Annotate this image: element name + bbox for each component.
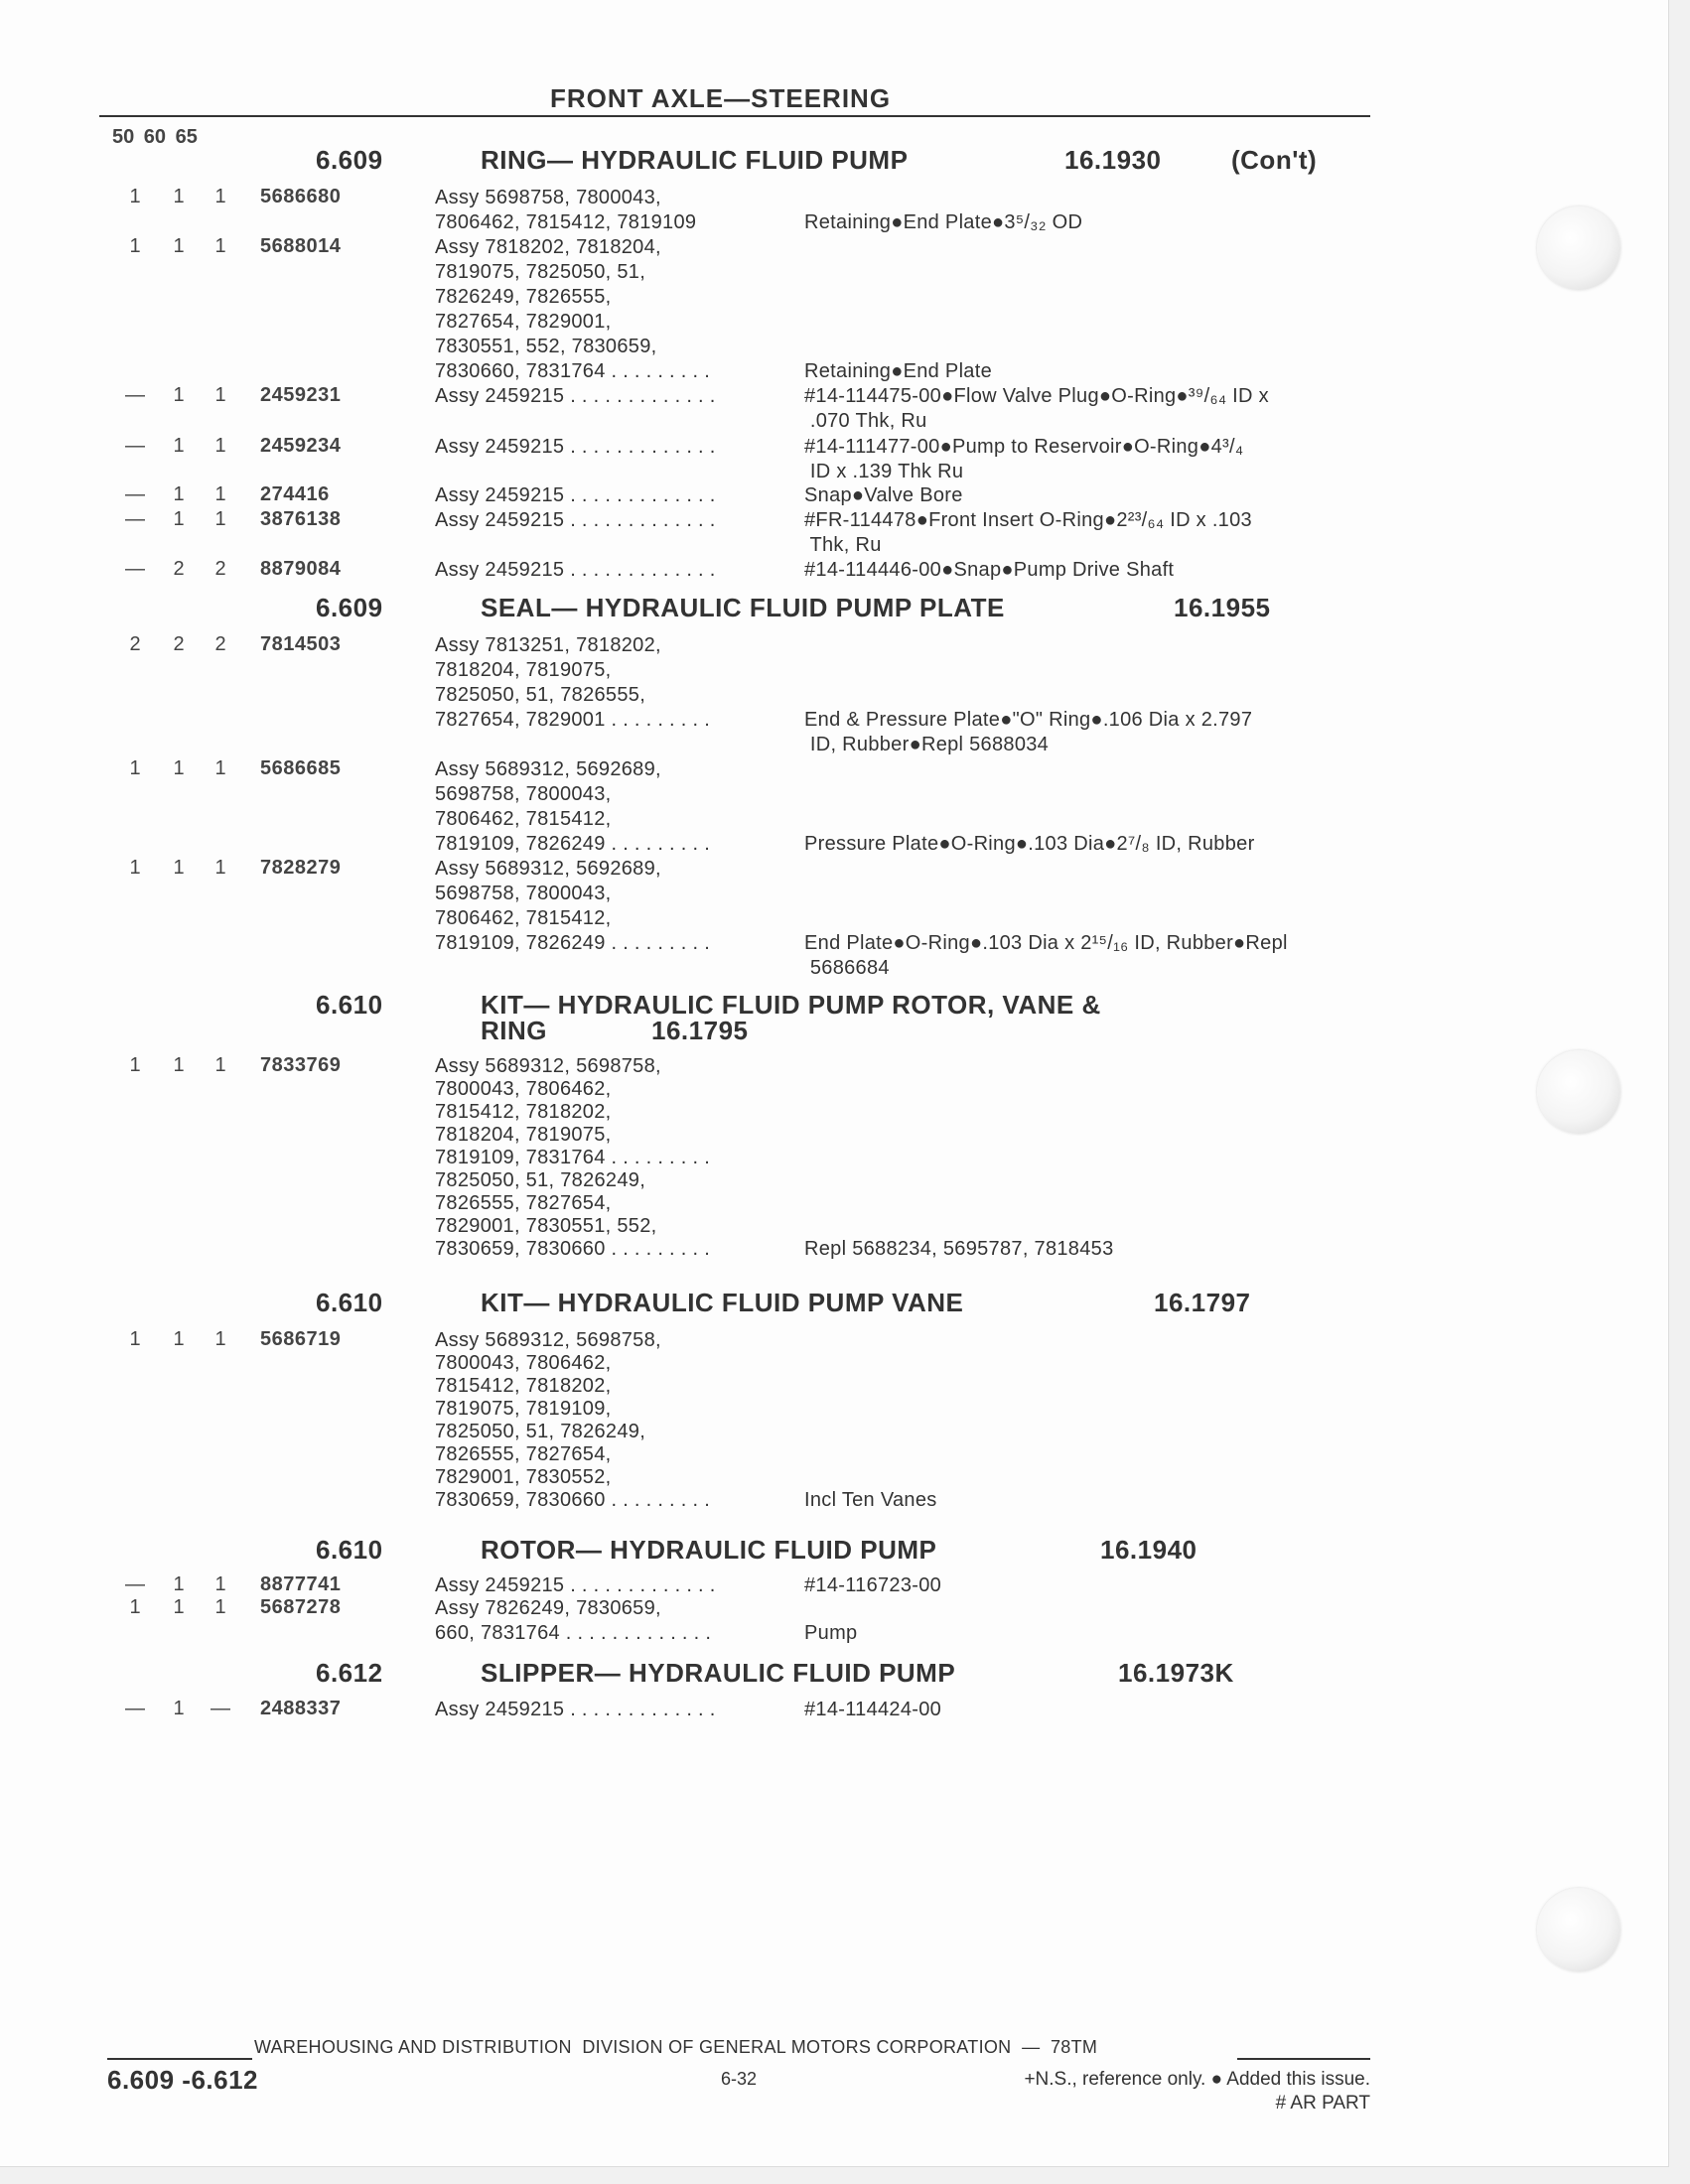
part-number: 8877741 [260,1573,342,1595]
qty-60: 1 [173,1328,185,1350]
assy-line: 660, 7831764 . . . . . . . . . . . . . [435,1622,712,1644]
section-continued: (Con't) [1231,145,1318,175]
page-title: FRONT AXLE—STEERING [550,83,892,113]
section-number: 6.609 [316,145,383,175]
description-line: End Plate●O-Ring●.103 Dia x 2¹⁵/₁₆ ID, Rubber●Repl [804,932,1288,954]
part-number: 5688014 [260,235,342,257]
section-code: 16.1795 [651,1016,749,1045]
section-number: 6.609 [316,593,383,622]
part-number: 2459234 [260,435,342,457]
qty-50: — [125,483,145,505]
description-line: Incl Ten Vanes [804,1489,937,1511]
section-number: 6.610 [316,1288,383,1317]
qty-65: 1 [214,508,226,530]
qty-50: — [125,435,145,457]
qty-65: 1 [214,1573,226,1595]
assy-line: 7830660, 7831764 . . . . . . . . . [435,360,711,382]
assy-line: 5698758, 7800043, [435,883,612,904]
description-line: Retaining●End Plate [804,360,993,382]
part-number: 2459231 [260,384,342,406]
footer-rule [107,2058,252,2060]
binder-hole-icon [1537,1050,1620,1134]
section-title: RING— HYDRAULIC FLUID PUMP [481,145,909,175]
assy-line: 7827654, 7829001 . . . . . . . . . [435,709,711,731]
binder-hole-icon [1537,1888,1620,1972]
qty-50: 1 [129,1054,141,1076]
assy-line: 7830551, 552, 7830659, [435,336,657,357]
qty-65: 1 [214,483,226,505]
qty-50: — [125,384,145,406]
section-number: 6.610 [316,1535,383,1565]
qty-65: 1 [214,757,226,779]
assy-line: 7825050, 51, 7826555, [435,684,646,706]
section-code: 16.1940 [1100,1535,1197,1565]
assy-line: 7826555, 7827654, [435,1192,612,1214]
assy-line: 7815412, 7818202, [435,1375,612,1397]
part-number: 5686719 [260,1328,342,1350]
assy-line: Assy 2459215 . . . . . . . . . . . . . [435,1699,716,1720]
part-number: 2488337 [260,1698,342,1719]
description-line: ID, Rubber●Repl 5688034 [804,734,1050,755]
qty-60: 1 [173,435,185,457]
description-line: Retaining●End Plate●3⁵/₃₂ OD [804,211,1083,233]
qty-50: 1 [129,857,141,879]
qty-50: 1 [129,235,141,257]
qty-65: 1 [214,384,226,406]
part-number: 5686685 [260,757,342,779]
assy-line: Assy 5698758, 7800043, [435,187,661,208]
footer-division: WAREHOUSING AND DISTRIBUTION DIVISION OF GENERAL MOTORS CORPORATION — 78TM [254,2037,1098,2057]
assy-line: 7815412, 7818202, [435,1101,612,1123]
part-number: 7814503 [260,633,342,655]
assy-line: 7806462, 7815412, [435,907,612,929]
description-line: Pressure Plate●O-Ring●.103 Dia●2⁷/₈ ID, Rubber [804,833,1255,855]
assy-line: 7830659, 7830660 . . . . . . . . . [435,1238,711,1260]
part-number: 5686680 [260,186,342,207]
assy-line: 7819075, 7819109, [435,1398,612,1420]
qty-60: 2 [173,558,185,580]
footer-legend-ar: # AR PART [1275,2093,1370,2114]
description-line: End & Pressure Plate●"O" Ring●.106 Dia x 2.797 [804,709,1253,731]
assy-line: 7826555, 7827654, [435,1443,612,1465]
section-code: 16.1797 [1154,1288,1251,1317]
description-line: #14-114424-00 [804,1699,942,1720]
qty-50: 1 [129,186,141,207]
assy-line: Assy 5689312, 5698758, [435,1055,661,1077]
description-line: Snap●Valve Bore [804,484,963,506]
qty-60: 1 [173,1698,185,1719]
assy-line: 7806462, 7815412, [435,808,612,830]
assy-line: 7826249, 7826555, [435,286,612,308]
assy-line: 7819109, 7831764 . . . . . . . . . [435,1147,711,1168]
section-title: ROTOR— HYDRAULIC FLUID PUMP [481,1535,937,1565]
qty-65: 1 [214,1054,226,1076]
qty-65: 1 [214,1596,226,1618]
assy-line: 7829001, 7830551, 552, [435,1215,657,1237]
assy-line: Assy 5689312, 5692689, [435,758,661,780]
description-line: ID x .139 Thk Ru [804,461,964,482]
assy-line: 7819109, 7826249 . . . . . . . . . [435,833,711,855]
qty-50: — [125,1698,145,1719]
qty-60: 1 [173,1054,185,1076]
qty-65: — [211,1698,230,1719]
qty-60: 2 [173,633,185,655]
qty-50: 1 [129,1596,141,1618]
section-code: 16.1973K [1118,1658,1234,1688]
part-number: 5687278 [260,1596,342,1618]
part-number: 274416 [260,483,330,505]
section-number: 6.612 [316,1658,383,1688]
section-title: SLIPPER— HYDRAULIC FLUID PUMP [481,1658,956,1688]
qty-60: 1 [173,1573,185,1595]
footer-legend: +N.S., reference only. ● Added this issue. [1024,2069,1370,2090]
part-number: 7828279 [260,857,342,879]
assy-line: Assy 7818202, 7818204, [435,236,661,258]
description-line: #FR-114478●Front Insert O-Ring●2²³/₆₄ ID x .103 [804,509,1252,531]
qty-50: 1 [129,1328,141,1350]
qty-50: — [125,1573,145,1595]
description-line: #14-111477-00●Pump to Reservoir●O-Ring●4³/₄ [804,436,1244,458]
qty-60: 1 [173,483,185,505]
section-number: 6.610 [316,990,383,1020]
section-code: 16.1930 [1064,145,1162,175]
part-number: 7833769 [260,1054,342,1076]
description-line: Thk, Ru [804,534,882,556]
assy-line: Assy 2459215 . . . . . . . . . . . . . [435,484,716,506]
qty-65: 2 [214,633,226,655]
section-title: SEAL— HYDRAULIC FLUID PUMP PLATE [481,593,1005,622]
model-year-columns: 50 60 65 [112,126,198,148]
binder-hole-icon [1537,206,1620,290]
assy-line: 7827654, 7829001, [435,311,612,333]
assy-line: 7819109, 7826249 . . . . . . . . . [435,932,711,954]
assy-line: Assy 2459215 . . . . . . . . . . . . . [435,559,716,581]
assy-line: Assy 2459215 . . . . . . . . . . . . . [435,1574,716,1596]
assy-line: Assy 5689312, 5698758, [435,1329,661,1351]
qty-65: 2 [214,558,226,580]
part-number: 3876138 [260,508,342,530]
assy-line: 5698758, 7800043, [435,783,612,805]
assy-line: 7825050, 51, 7826249, [435,1421,646,1442]
qty-50: — [125,558,145,580]
footer-rule [1237,2058,1370,2060]
assy-line: Assy 2459215 . . . . . . . . . . . . . [435,436,716,458]
section-code: 16.1955 [1174,593,1271,622]
assy-line: 7829001, 7830552, [435,1466,612,1488]
description-line: #14-114446-00●Snap●Pump Drive Shaft [804,559,1175,581]
qty-60: 1 [173,186,185,207]
section-title: KIT— HYDRAULIC FLUID PUMP ROTOR, VANE & [481,990,1101,1020]
description-line: 5686684 [804,957,890,979]
assy-line: Assy 5689312, 5692689, [435,858,661,880]
qty-60: 1 [173,857,185,879]
section-title: KIT— HYDRAULIC FLUID PUMP VANE [481,1288,964,1317]
qty-50: 2 [129,633,141,655]
qty-50: 1 [129,757,141,779]
assy-line: 7800043, 7806462, [435,1352,612,1374]
page-number: 6-32 [721,2069,758,2089]
assy-line: 7825050, 51, 7826249, [435,1169,646,1191]
section-title-continued: RING [481,1016,547,1045]
qty-60: 1 [173,235,185,257]
qty-60: 1 [173,1596,185,1618]
header-rule [99,115,1370,117]
assy-line: Assy 7826249, 7830659, [435,1597,661,1619]
description-line: #14-116723-00 [804,1574,942,1596]
qty-65: 1 [214,857,226,879]
footer-section-range: 6.609 -6.612 [107,2065,259,2095]
assy-line: Assy 2459215 . . . . . . . . . . . . . [435,509,716,531]
qty-60: 1 [173,757,185,779]
assy-line: Assy 7813251, 7818202, [435,634,661,656]
description-line: #14-114475-00●Flow Valve Plug●O-Ring●³⁹/₆₄ ID x [804,385,1269,407]
part-number: 8879084 [260,558,342,580]
description-line: Pump [804,1622,858,1644]
qty-50: — [125,508,145,530]
assy-line: Assy 2459215 . . . . . . . . . . . . . [435,385,716,407]
qty-65: 1 [214,186,226,207]
assy-line: 7819075, 7825050, 51, [435,261,646,283]
assy-line: 7818204, 7819075, [435,1124,612,1146]
assy-line: 7818204, 7819075, [435,659,612,681]
description-line: .070 Thk, Ru [804,410,927,432]
qty-60: 1 [173,384,185,406]
qty-65: 1 [214,235,226,257]
assy-line: 7830659, 7830660 . . . . . . . . . [435,1489,711,1511]
assy-line: 7806462, 7815412, 7819109 [435,211,697,233]
qty-65: 1 [214,1328,226,1350]
qty-65: 1 [214,435,226,457]
description-line: Repl 5688234, 5695787, 7818453 [804,1238,1114,1260]
assy-line: 7800043, 7806462, [435,1078,612,1100]
qty-60: 1 [173,508,185,530]
